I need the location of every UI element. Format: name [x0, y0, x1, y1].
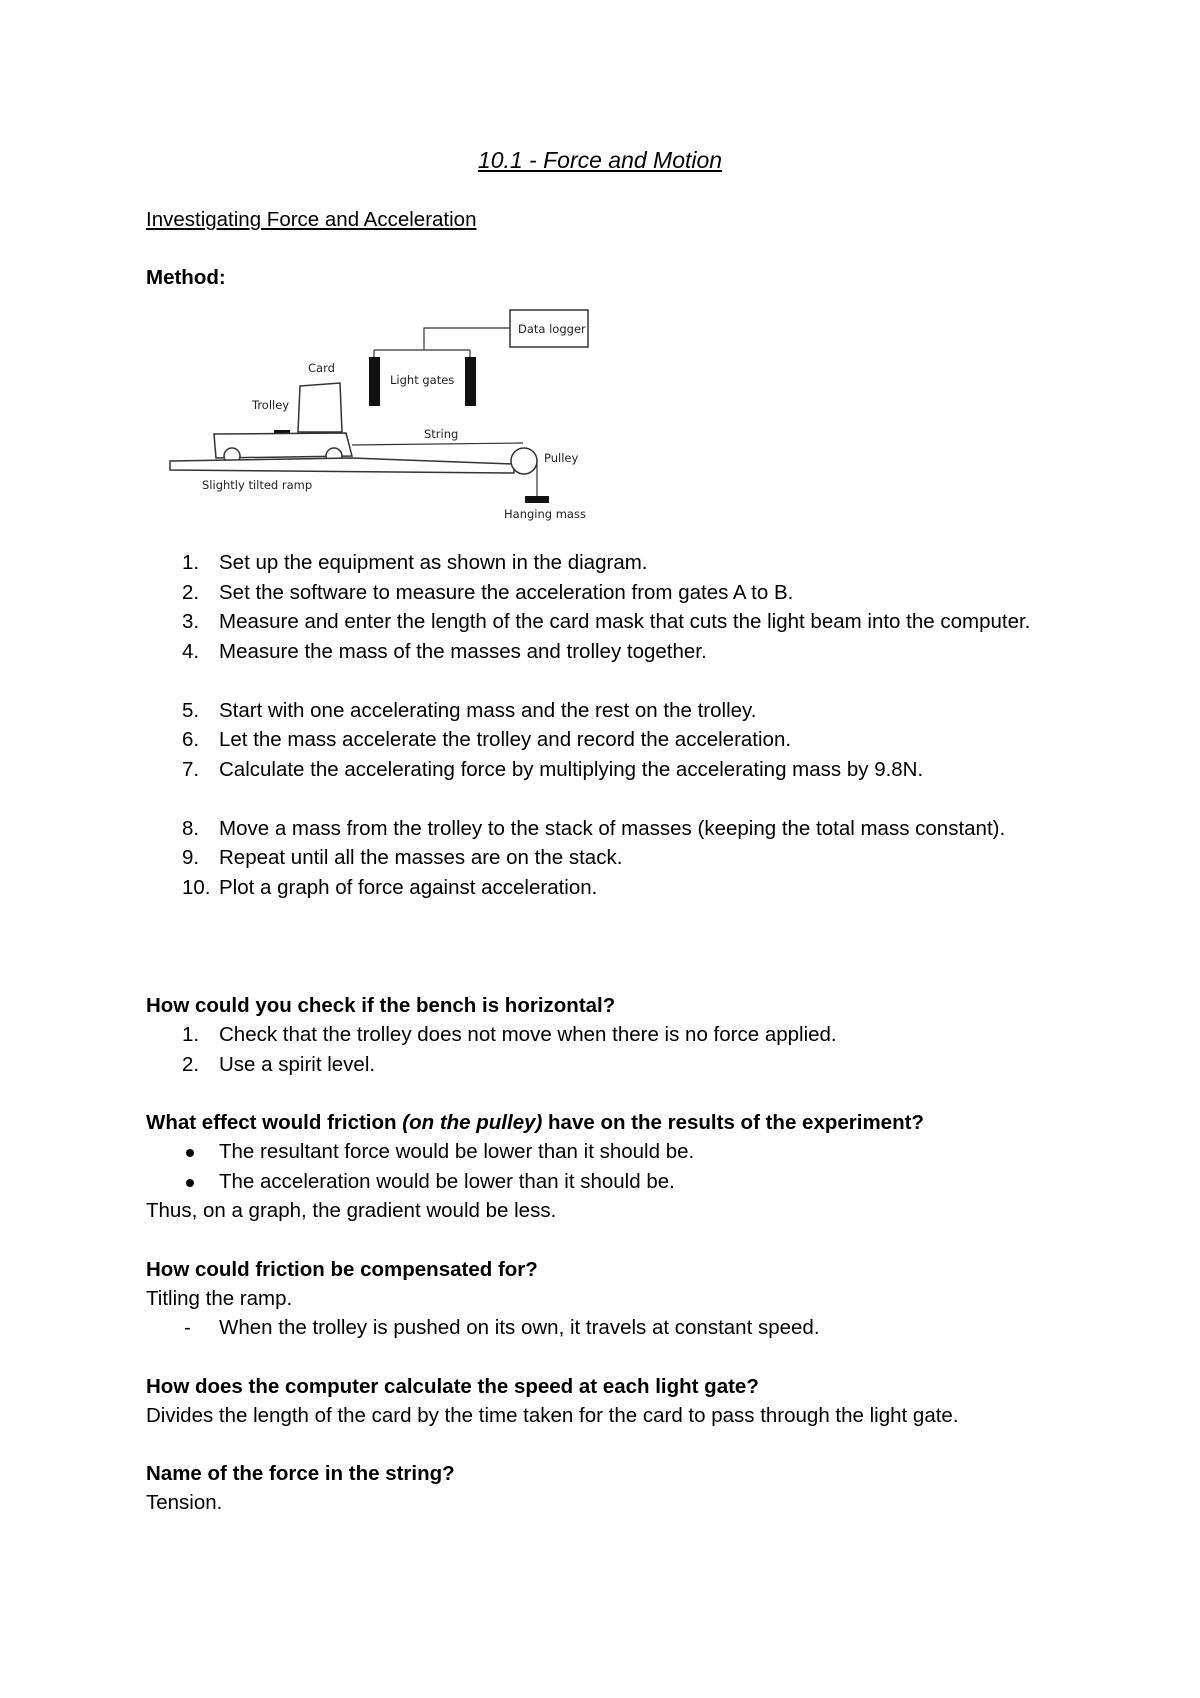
list-item: 5. Start with one accelerating mass and the rest on the trolley.: [182, 698, 757, 722]
bullet-icon: [186, 1179, 194, 1187]
bullet-icon: [186, 1149, 194, 1157]
list-item: 8. Move a mass from the trolley to the stack of masses (keeping the total mass constant).: [182, 816, 1006, 840]
method-heading: Method:: [146, 266, 226, 289]
tension-answer: Tension.: [146, 1491, 223, 1514]
friction-bullets-list: [146, 1137, 694, 1196]
hanging-mass-label: Hanging mass: [504, 507, 586, 521]
ramp-label: Slightly tilted ramp: [202, 478, 313, 492]
list-item: - When the trolley is pushed on its own, it travels at constant speed.: [146, 1313, 820, 1343]
light-gate-a: [369, 357, 380, 406]
list-item: 1. Set up the equipment as shown in the diagram.: [182, 551, 648, 574]
list-item: 2. Use a spirit level.: [182, 1052, 376, 1076]
card-label: Card: [308, 361, 335, 375]
pulley-label: Pulley: [544, 451, 579, 465]
ramp-shape: [170, 458, 514, 473]
light-gate-b: [465, 357, 476, 406]
method-steps-list: [146, 548, 1039, 902]
question-compensate: How could friction be compensated for?: [146, 1258, 538, 1281]
list-item: 4. Measure the mass of the masses and trolley together.: [182, 639, 707, 663]
string-line: [352, 443, 523, 445]
page-title: 10.1 - Force and Motion: [477, 147, 723, 173]
list-item: The resultant force would be lower than it should be.: [146, 1137, 694, 1167]
question-speed: How does the computer calculate the speed at each light gate?: [146, 1375, 759, 1398]
list-item: 1. Check that the trolley does not move when there is no force applied.: [182, 1023, 837, 1046]
list-item: 7. Calculate the accelerating force by multiplying the accelerating mass by 9.8N.: [182, 757, 924, 781]
hanging-mass-shape: [525, 496, 549, 503]
question-tension: Name of the force in the string?: [146, 1462, 455, 1485]
list-item: 6. Let the mass accelerate the trolley and record the acceleration.: [182, 728, 792, 751]
string-label: String: [424, 427, 459, 441]
data-logger-wire: [424, 328, 510, 350]
list-item: 9. Repeat until all the masses are on the stack.: [182, 846, 623, 869]
list-item: The acceleration would be lower than it should be.: [146, 1167, 694, 1197]
compensate-answer: Titling the ramp.: [146, 1287, 293, 1310]
friction-conclusion: Thus, on a graph, the gradient would be less.: [146, 1199, 557, 1222]
dash-marker: -: [184, 1316, 191, 1339]
section-subtitle: Investigating Force and Acceleration: [146, 208, 477, 231]
list-item: 3. Measure and enter the length of the card mask that cuts the light beam into the computer.: [182, 610, 1031, 633]
list-item: 2. Set the software to measure the acceleration from gates A to B.: [182, 580, 794, 604]
compensate-dash-list: [146, 1313, 820, 1343]
list-item: 10. Plot a graph of force against acceleration.: [182, 875, 598, 899]
question-friction: What effect would friction (on the pulley) have on the results of the experiment?: [146, 1111, 924, 1134]
question-horizontal: How could you check if the bench is horizontal?: [146, 994, 616, 1017]
experiment-diagram: [168, 306, 598, 524]
trolley-label: Trolley: [252, 398, 290, 412]
card-shape: [298, 383, 342, 432]
light-gates-label: Light gates: [390, 373, 455, 387]
data-logger-label: Data logger: [518, 322, 586, 336]
horizontal-answers-list: [146, 1020, 837, 1079]
speed-answer: Divides the length of the card by the time taken for the card to pass through the light gate.: [146, 1404, 959, 1427]
pulley-shape: [511, 448, 537, 474]
